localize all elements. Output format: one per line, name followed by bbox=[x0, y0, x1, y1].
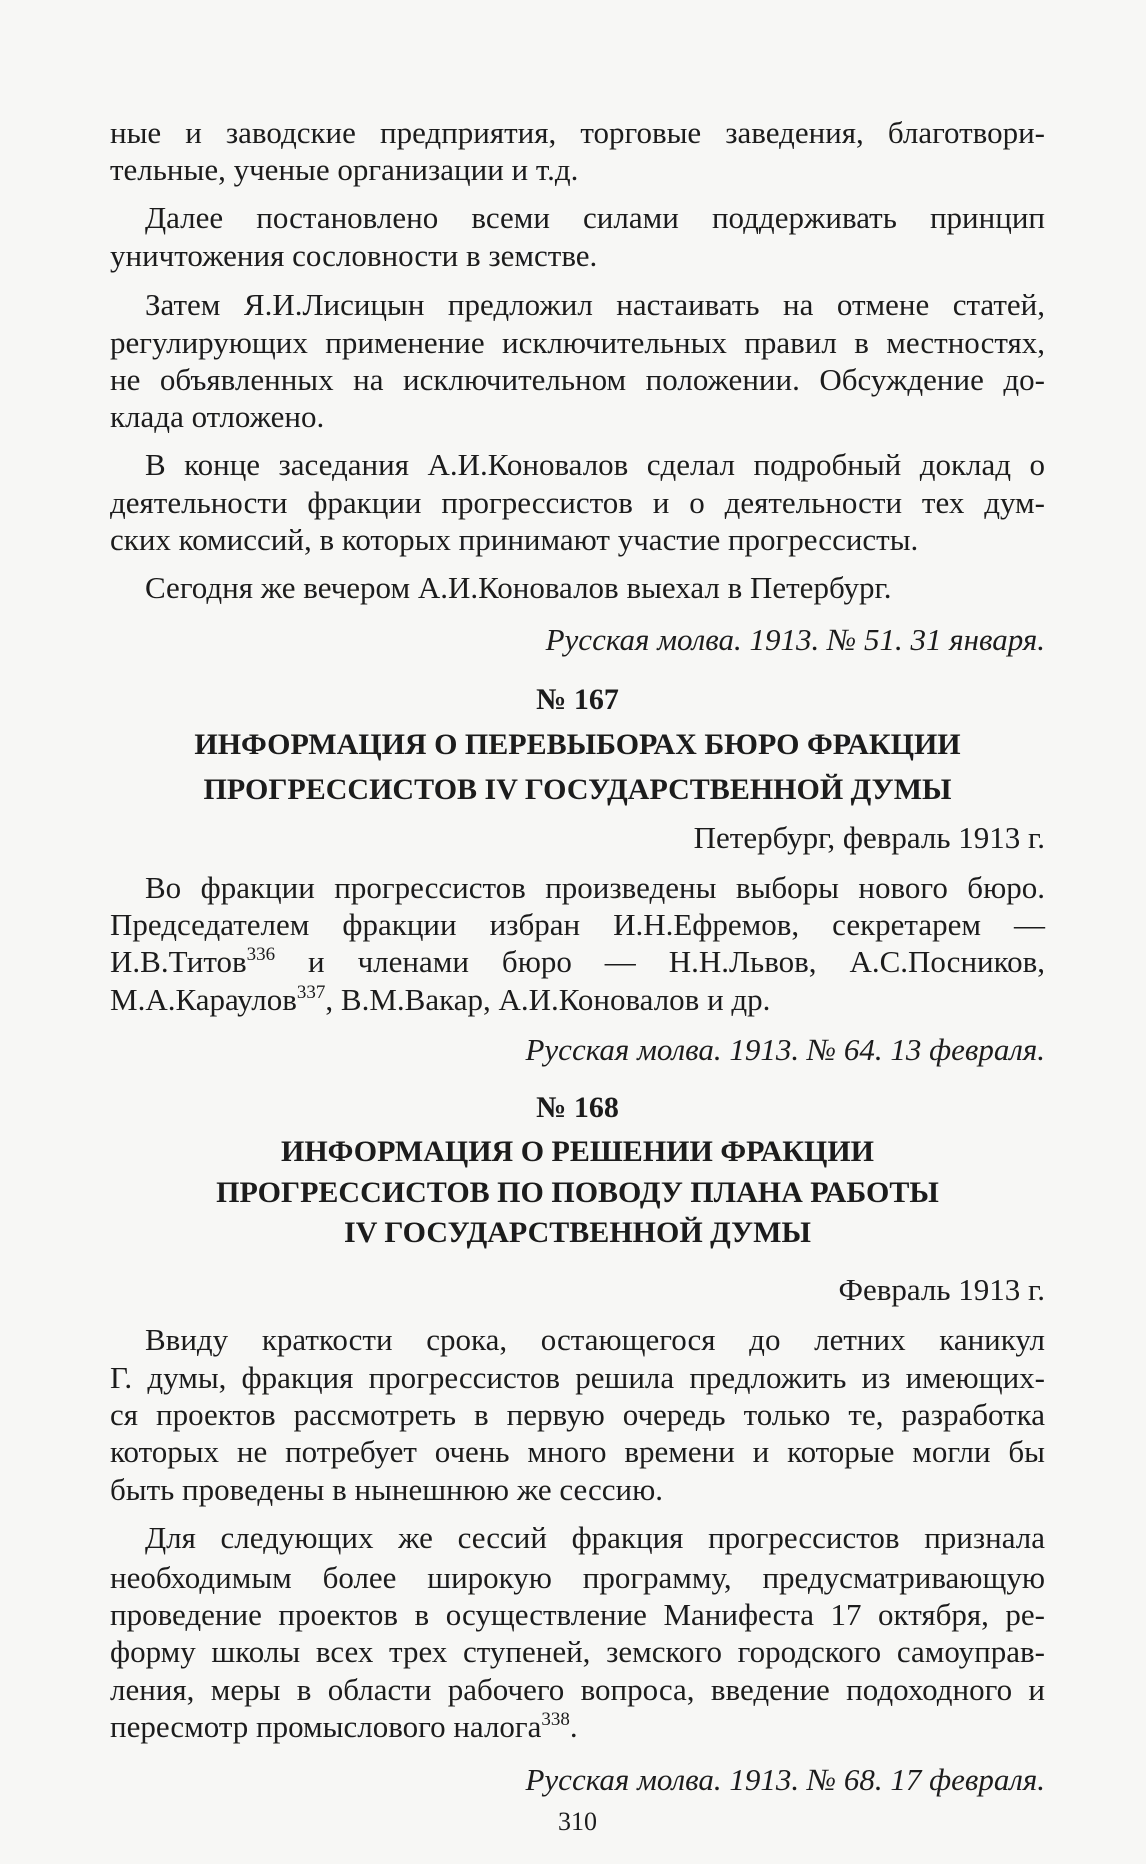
paragraph-line: ских комиссий, в которых принимают участие прогрессисты. bbox=[110, 522, 919, 557]
paragraph-line: регулирующих применение исключительных правил в местностях, bbox=[110, 325, 1045, 360]
paragraph-line: Председателем фракции избран И.Н.Ефремов, секретарем — bbox=[110, 907, 1045, 942]
paragraph-line: быть проведены в нынешнюю же сессию. bbox=[110, 1472, 664, 1507]
paragraph-line: Для следующих же сессий фракция прогрессистов признала bbox=[145, 1520, 1045, 1555]
source-citation: Русская молва. 1913. № 51. 31 января. bbox=[545, 622, 1045, 657]
paragraph-line: ления, меры в области рабочего вопроса, введение подоходного и bbox=[110, 1672, 1045, 1707]
document-title: ПРОГРЕССИСТОВ ПО ПОВОДУ ПЛАНА РАБОТЫ bbox=[216, 1176, 939, 1209]
document-date: Февраль 1913 г. bbox=[838, 1272, 1045, 1307]
paragraph-line: не объявленных на исключительном положении. Обсуждение до- bbox=[110, 362, 1045, 397]
paragraph-line: деятельности фракции прогрессистов и о деятельности тех дум- bbox=[110, 485, 1045, 520]
document-date: Петербург, февраль 1913 г. bbox=[693, 820, 1045, 855]
document-title: ПРОГРЕССИСТОВ IV ГОСУДАРСТВЕННОЙ ДУМЫ bbox=[203, 773, 952, 806]
text-segment: , В.М.Вакар, А.И.Коновалов и др. bbox=[325, 982, 771, 1017]
text-segment: пересмотр промыслового налога bbox=[110, 1709, 542, 1744]
document-title: ИНФОРМАЦИЯ О РЕШЕНИИ ФРАКЦИИ bbox=[280, 1135, 874, 1168]
source-citation: Русская молва. 1913. № 68. 17 февраля. bbox=[525, 1762, 1045, 1797]
paragraph-line: ные и заводские предприятия, торговые заведения, благотвори- bbox=[110, 115, 1045, 150]
paragraph-line: проведение проектов в осуществление Манифеста 17 октября, ре- bbox=[110, 1597, 1045, 1632]
text-segment: М.А.Караулов bbox=[110, 982, 297, 1017]
document-number: № 167 bbox=[536, 683, 619, 716]
paragraph-line bbox=[110, 943, 1045, 981]
paragraph-line: В конце заседания А.И.Коновалов сделал подробный доклад о bbox=[145, 447, 1045, 482]
text-segment: . bbox=[569, 1709, 578, 1744]
footnote-ref[interactable]: 336 bbox=[246, 944, 276, 965]
text-segment: И.В.Титов bbox=[110, 944, 247, 979]
document-title: IV ГОСУДАРСТВЕННОЙ ДУМЫ bbox=[344, 1216, 811, 1249]
document-number: № 168 bbox=[536, 1091, 619, 1124]
paragraph-line: Г. думы, фракция прогрессистов решила предложить из имеющих- bbox=[110, 1360, 1045, 1395]
paragraph-line: необходимым более широкую программу, предусматривающую bbox=[110, 1560, 1045, 1595]
paragraph-line bbox=[110, 1708, 1045, 1746]
footnote-ref[interactable]: 338 bbox=[541, 1709, 570, 1730]
text-segment: и членами бюро — Н.Н.Львов, А.С.Посников, bbox=[275, 944, 1045, 979]
paragraph-line: Во фракции прогрессистов произведены выборы нового бюро. bbox=[145, 870, 1045, 905]
paragraph-line: которых не потребует очень много времени и которые могли бы bbox=[110, 1434, 1045, 1469]
paragraph-line: форму школы всех трех ступеней, земского городского самоуправ- bbox=[110, 1634, 1045, 1669]
paragraph-line: тельные, ученые организации и т.д. bbox=[110, 152, 579, 187]
paragraph-line bbox=[110, 981, 1045, 1019]
paragraph-line: Ввиду краткости срока, остающегося до летних каникул bbox=[145, 1322, 1045, 1357]
source-citation: Русская молва. 1913. № 64. 13 февраля. bbox=[525, 1032, 1045, 1067]
paragraph-line: Затем Я.И.Лисицын предложил настаивать на отмене статей, bbox=[145, 287, 1045, 322]
footnote-ref[interactable]: 337 bbox=[296, 982, 326, 1003]
paragraph-line: ся проектов рассмотреть в первую очередь только те, разработка bbox=[110, 1397, 1045, 1432]
paragraph-line: Сегодня же вечером А.И.Коновалов выехал в Петербург. bbox=[145, 570, 892, 605]
paragraph-line: Далее постановлено всеми силами поддерживать принцип bbox=[145, 200, 1045, 235]
page-number: 310 bbox=[558, 1807, 597, 1836]
paragraph-line: клада отложено. bbox=[110, 399, 325, 434]
paragraph-line: уничтожения сословности в земстве. bbox=[110, 238, 598, 273]
document-title: ИНФОРМАЦИЯ О ПЕРЕВЫБОРАХ БЮРО ФРАКЦИИ bbox=[194, 728, 961, 761]
